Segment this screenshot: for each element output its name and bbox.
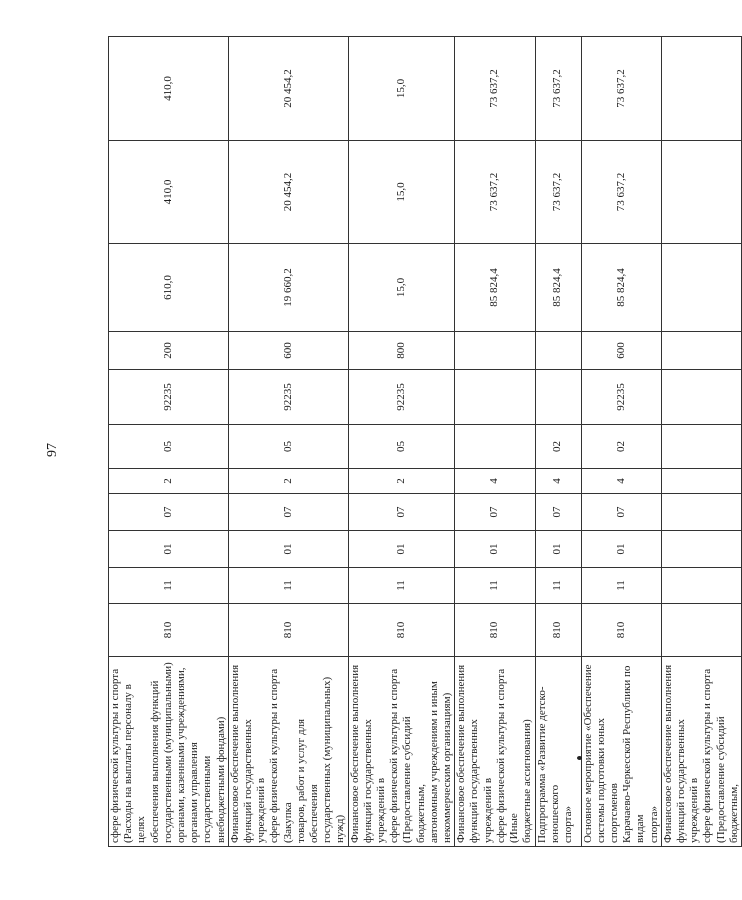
- row-name-line: Карачаево-Черкесской Республики по видам: [621, 665, 647, 843]
- row-name-line: товаров, работ и услуг для обеспечения: [294, 718, 321, 843]
- row-name-line: сфере физической культуры и спорта: [388, 668, 401, 843]
- cell-amount-3: 73 637,2: [581, 37, 661, 141]
- cell-section: 11: [581, 568, 661, 604]
- cell-amount-2: 73 637,2: [581, 141, 661, 244]
- cell-direction: [455, 370, 535, 425]
- row-name-line: (Предоставление субсидий бюджетным,: [714, 716, 740, 843]
- row-name: [661, 657, 741, 847]
- row-name: [455, 657, 535, 847]
- budget-table: [108, 36, 742, 847]
- table-row: [109, 37, 229, 847]
- cell-amount-1: 15,0: [348, 244, 455, 332]
- table-row: [455, 37, 535, 847]
- row-name-line: бюджетные ассигнования): [521, 719, 534, 843]
- cell-amount-2: 73 637,2: [535, 141, 581, 244]
- cell-section: 11: [348, 568, 455, 604]
- page-number: 97: [45, 443, 60, 457]
- cell-amount-2: [661, 141, 741, 244]
- cell-amount-1: 85 824,4: [535, 244, 581, 332]
- cell-section: 11: [109, 568, 229, 604]
- table-row: [581, 37, 661, 847]
- row-name-line: сфере физической культуры и спорта (Закупка: [268, 668, 294, 843]
- cell-event: [455, 425, 535, 469]
- cell-ministry: 810: [581, 604, 661, 657]
- table-row: [535, 37, 581, 847]
- cell-subprogram: 2: [228, 469, 348, 494]
- cell-amount-3: 20 454,2: [228, 37, 348, 141]
- cell-subprogram: 4: [455, 469, 535, 494]
- cell-section: 11: [535, 568, 581, 604]
- cell-section: 11: [228, 568, 348, 604]
- row-name-line: функций государственных учреждений в: [242, 719, 268, 843]
- row-name-line: сфере физической культуры и спорта: [701, 668, 714, 843]
- cell-event: 02: [581, 425, 661, 469]
- cell-amount-3: 15,0: [348, 37, 455, 141]
- cell-event: 02: [535, 425, 581, 469]
- row-name-line: государственными (муниципальными): [161, 662, 174, 843]
- cell-program: 07: [455, 494, 535, 531]
- cell-subsection: 01: [581, 531, 661, 568]
- cell-expense-type: [455, 332, 535, 370]
- cell-ministry: 810: [348, 604, 455, 657]
- cell-program: 07: [535, 494, 581, 531]
- table-row: [228, 37, 348, 847]
- cell-expense-type: 200: [109, 332, 229, 370]
- cell-amount-1: 85 824,4: [581, 244, 661, 332]
- row-name: [109, 657, 229, 847]
- cell-direction: [661, 370, 741, 425]
- row-name-line: государственных (муниципальных) нужд): [321, 676, 347, 843]
- cell-amount-3: 73 637,2: [535, 37, 581, 141]
- cell-subprogram: 2: [348, 469, 455, 494]
- cell-subprogram: [661, 469, 741, 494]
- row-name-line: функций государственных учреждений в: [674, 719, 701, 843]
- cell-ministry: 810: [109, 604, 229, 657]
- table-row: [348, 37, 455, 847]
- row-name-line: органами, казенными учреждениями,: [175, 667, 188, 843]
- row-name-line: (Предоставление субсидий бюджетным,: [401, 716, 427, 843]
- row-name-line: внебюджетными фондами): [214, 716, 227, 843]
- row-name-line: Финансовое обеспечение выполнения: [661, 664, 674, 843]
- cell-subprogram: 2: [109, 469, 229, 494]
- cell-amount-1: 19 660,2: [228, 244, 348, 332]
- row-name: [535, 657, 581, 847]
- row-name-line: обеспечения выполнения функций: [148, 680, 161, 843]
- cell-direction: [535, 370, 581, 425]
- cell-amount-1: [661, 244, 741, 332]
- rotated-table-container: [108, 37, 740, 847]
- cell-direction: 92235: [348, 370, 455, 425]
- stray-mark: [577, 756, 582, 760]
- row-name-line: спорта»: [647, 806, 660, 843]
- cell-program: 07: [228, 494, 348, 531]
- cell-direction: 92235: [581, 370, 661, 425]
- row-name-line: функций государственных учреждений в: [468, 719, 494, 843]
- cell-amount-1: 85 824,4: [455, 244, 535, 332]
- row-name-line: спорта»: [561, 806, 574, 843]
- cell-amount-2: 15,0: [348, 141, 455, 244]
- table-row: [661, 37, 741, 847]
- row-name-line: Финансовое обеспечение выполнения: [228, 664, 241, 843]
- cell-ministry: [661, 604, 741, 657]
- cell-amount-2: 20 454,2: [228, 141, 348, 244]
- cell-amount-3: 410,0: [109, 37, 229, 141]
- cell-ministry: 810: [455, 604, 535, 657]
- cell-amount-3: 73 637,2: [455, 37, 535, 141]
- cell-subprogram: 4: [535, 469, 581, 494]
- cell-section: [661, 568, 741, 604]
- cell-subsection: 01: [455, 531, 535, 568]
- cell-event: 05: [228, 425, 348, 469]
- row-name-line: автономным учреждениям и иным: [427, 681, 440, 843]
- cell-amount-3: [661, 37, 741, 141]
- cell-subsection: [661, 531, 741, 568]
- cell-amount-2: 73 637,2: [455, 141, 535, 244]
- cell-ministry: 810: [228, 604, 348, 657]
- cell-program: 07: [109, 494, 229, 531]
- cell-subprogram: 4: [581, 469, 661, 494]
- cell-subsection: 01: [348, 531, 455, 568]
- cell-amount-1: 610,0: [109, 244, 229, 332]
- row-name-line: сфере физической культуры и спорта (Иные: [494, 668, 521, 843]
- cell-direction: 92235: [228, 370, 348, 425]
- cell-expense-type: 600: [581, 332, 661, 370]
- cell-event: 05: [109, 425, 229, 469]
- cell-direction: 92235: [109, 370, 229, 425]
- cell-expense-type: [535, 332, 581, 370]
- cell-event: [661, 425, 741, 469]
- row-name-line: Основное мероприятие «Обеспечение: [581, 664, 594, 843]
- cell-amount-2: 410,0: [109, 141, 229, 244]
- cell-expense-type: 600: [228, 332, 348, 370]
- row-name: [348, 657, 455, 847]
- row-name: [228, 657, 348, 847]
- row-name-line: Финансовое обеспечение выполнения: [455, 664, 468, 843]
- row-name-line: сфере физической культуры и спорта: [109, 668, 121, 843]
- cell-subsection: 01: [228, 531, 348, 568]
- row-name-line: системы подготовки юных спортсменов: [594, 717, 620, 843]
- row-name-line: Подпрограмма «Развитие детско-юношеского: [535, 686, 561, 843]
- cell-ministry: 810: [535, 604, 581, 657]
- cell-subsection: 01: [109, 531, 229, 568]
- row-name-line: Финансовое обеспечение выполнения: [348, 664, 361, 843]
- cell-section: 11: [455, 568, 535, 604]
- row-name-line: органами управления государственными: [188, 742, 214, 843]
- cell-program: [661, 494, 741, 531]
- row-name: [581, 657, 661, 847]
- cell-program: 07: [348, 494, 455, 531]
- cell-subsection: 01: [535, 531, 581, 568]
- row-name-line: (Расходы на выплаты персоналу в целях: [122, 684, 148, 843]
- row-name-line: функций государственных учреждений в: [361, 719, 388, 843]
- cell-expense-type: [661, 332, 741, 370]
- cell-expense-type: 800: [348, 332, 455, 370]
- cell-program: 07: [581, 494, 661, 531]
- row-name-line: некоммерческим организациям): [441, 692, 454, 843]
- cell-event: 05: [348, 425, 455, 469]
